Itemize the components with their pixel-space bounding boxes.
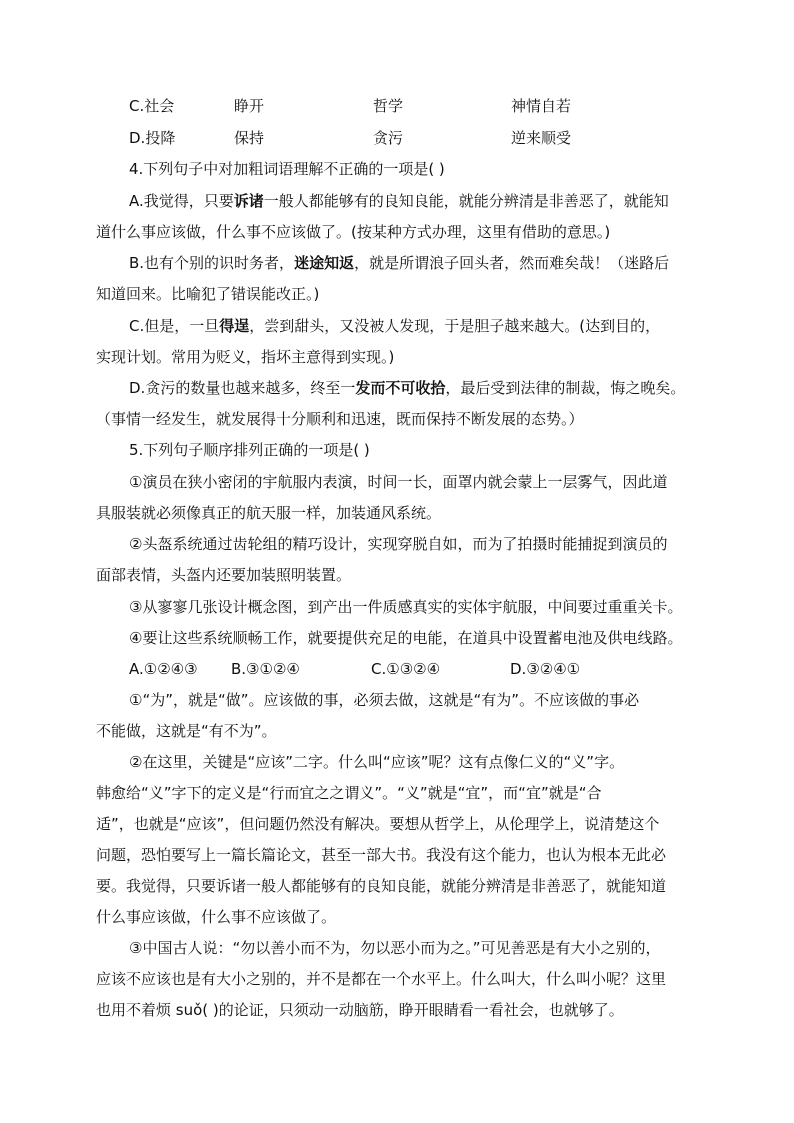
bold-term: 迷途知返 (294, 254, 355, 272)
text: A.我觉得，只要 (129, 192, 234, 210)
passage-p2-line3: 适”，也就是“应该”，但问题仍然没有解决。要想从哲学上，从伦理学上，说清楚这个 (96, 815, 660, 833)
q5-option-d: D.③②④① (510, 660, 581, 678)
text: ，就是所谓浪子回头者，然而难矣哉！（迷路后 (354, 254, 670, 272)
option-label: D.投降 (129, 129, 176, 147)
passage-p1-line1: ①“为”，就是“做”。应该做的事，必须去做，这就是“有为”。不应该做的事必 (129, 691, 640, 709)
q5-sentence-2-line2: 面部表情，头盔内还要加装照明装置。 (96, 566, 352, 584)
q5-sentence-2-line1: ②头盔系统通过齿轮组的精巧设计，实现穿脱自如，而为了拍摄时能捕捉到演员的 (129, 535, 668, 553)
q5-sentence-1-line1: ①演员在狭小密闭的宇航服内表演，时间一长，面罩内就会蒙上一层雾气，因此道 (129, 473, 668, 491)
option-label: C.社会 (129, 97, 175, 115)
q5-sentence-3: ③从寥寥几张设计概念图，到产出一件质感真实的实体宇航服，中间要过重重关卡。 (129, 598, 683, 616)
text: C.但是，一旦 (129, 317, 220, 335)
option-word: 贪污 (373, 129, 404, 147)
q4-option-d-line1 (129, 378, 685, 398)
q4-option-c-line1 (129, 316, 660, 336)
text: B.也有个别的识时务者， (129, 254, 295, 272)
question-4-stem: 4.下列句子中对加粗词语理解不正确的一项是( ) (129, 160, 445, 178)
q4-option-d-line2: （事情一经发生，就发展得十分顺利和迅速，既而保持不断发展的态势。） (96, 410, 584, 428)
passage-p2-line2: 韩愈给“义”字下的定义是“行而宜之之谓义”。“义”就是“宜”，而“宜”就是“合 (96, 784, 602, 802)
text: ，尝到甜头，又没被人发现，于是胆子越来越大。(达到目的， (249, 317, 661, 335)
passage-p3-line2: 应该不应该也是有大小之别的，并不是都在一个水平上。什么叫大，什么叫小呢？这里 (96, 970, 667, 988)
option-word: 哲学 (373, 97, 404, 115)
bold-term: 得逞 (219, 317, 250, 335)
q4-option-c-line2: 实现计划。常用为贬义，指坏主意得到实现。) (96, 348, 395, 366)
q5-option-c: C.①③②④ (371, 660, 441, 678)
passage-p1-line2: 不能做，这就是“有不为”。 (96, 722, 277, 740)
bold-term: 发而不可收拾 (355, 379, 446, 397)
passage-p2-line4: 问题，恐怕要写上一篇长篇论文，甚至一部大书。我没有这个能力，也认为根本无此必 (96, 846, 667, 864)
passage-p3-line1: ③中国古人说：“勿以善小而不为，勿以恶小而为之。”可见善恶是有大小之别的， (129, 939, 661, 957)
text: D.贪污的数量也越来越多，终至一 (129, 379, 356, 397)
text: ，最后受到法律的制裁，悔之晚矣。 (445, 379, 686, 397)
q5-sentence-4: ④要让这些系统顺畅工作，就要提供充足的电能，在道具中设置蓄电池及供电线路。 (129, 629, 683, 647)
passage-p2-line1: ②在这里，关键是“应该”二字。什么叫“应该”呢？这有点像仁义的“义”字。 (129, 753, 625, 771)
q4-option-b-line1 (129, 253, 669, 273)
text: 一般人都能够有的良知良能，就能分辨清是非善恶了，就能知 (263, 192, 669, 210)
passage-p2-line5: 要。我觉得，只要诉诸一般人都能够有的良知良能，就能分辨清是非善恶了，就能知道 (96, 877, 667, 895)
q5-option-a: A.①②④③ (129, 660, 198, 678)
option-word: 睁开 (234, 97, 265, 115)
question-5-stem: 5.下列句子顺序排列正确的一项是( ) (129, 441, 370, 459)
option-word: 逆来顺受 (511, 129, 572, 147)
q4-option-a-line2: 道什么事应该做，什么事不应该做了。(按某种方式办理，这里有借助的意思。) (96, 223, 611, 241)
passage-p2-line6: 什么事应该做，什么事不应该做了。 (96, 908, 337, 926)
q5-sentence-1-line2: 具服装就必须像真正的航天服一样，加装通风系统。 (96, 504, 442, 522)
bold-term: 诉诸 (233, 192, 264, 210)
option-word: 神情自若 (511, 97, 572, 115)
option-word: 保持 (234, 129, 265, 147)
q5-option-b: B.③①②④ (231, 660, 300, 678)
passage-p3-line3: 也用不着烦 suǒ( )的论证，只须动一动脑筋，睁开眼睛看一看社会，也就够了。 (96, 1001, 624, 1019)
q4-option-a-line1 (129, 191, 669, 211)
q4-option-b-line2: 知道回来。比喻犯了错误能改正。) (96, 285, 320, 303)
